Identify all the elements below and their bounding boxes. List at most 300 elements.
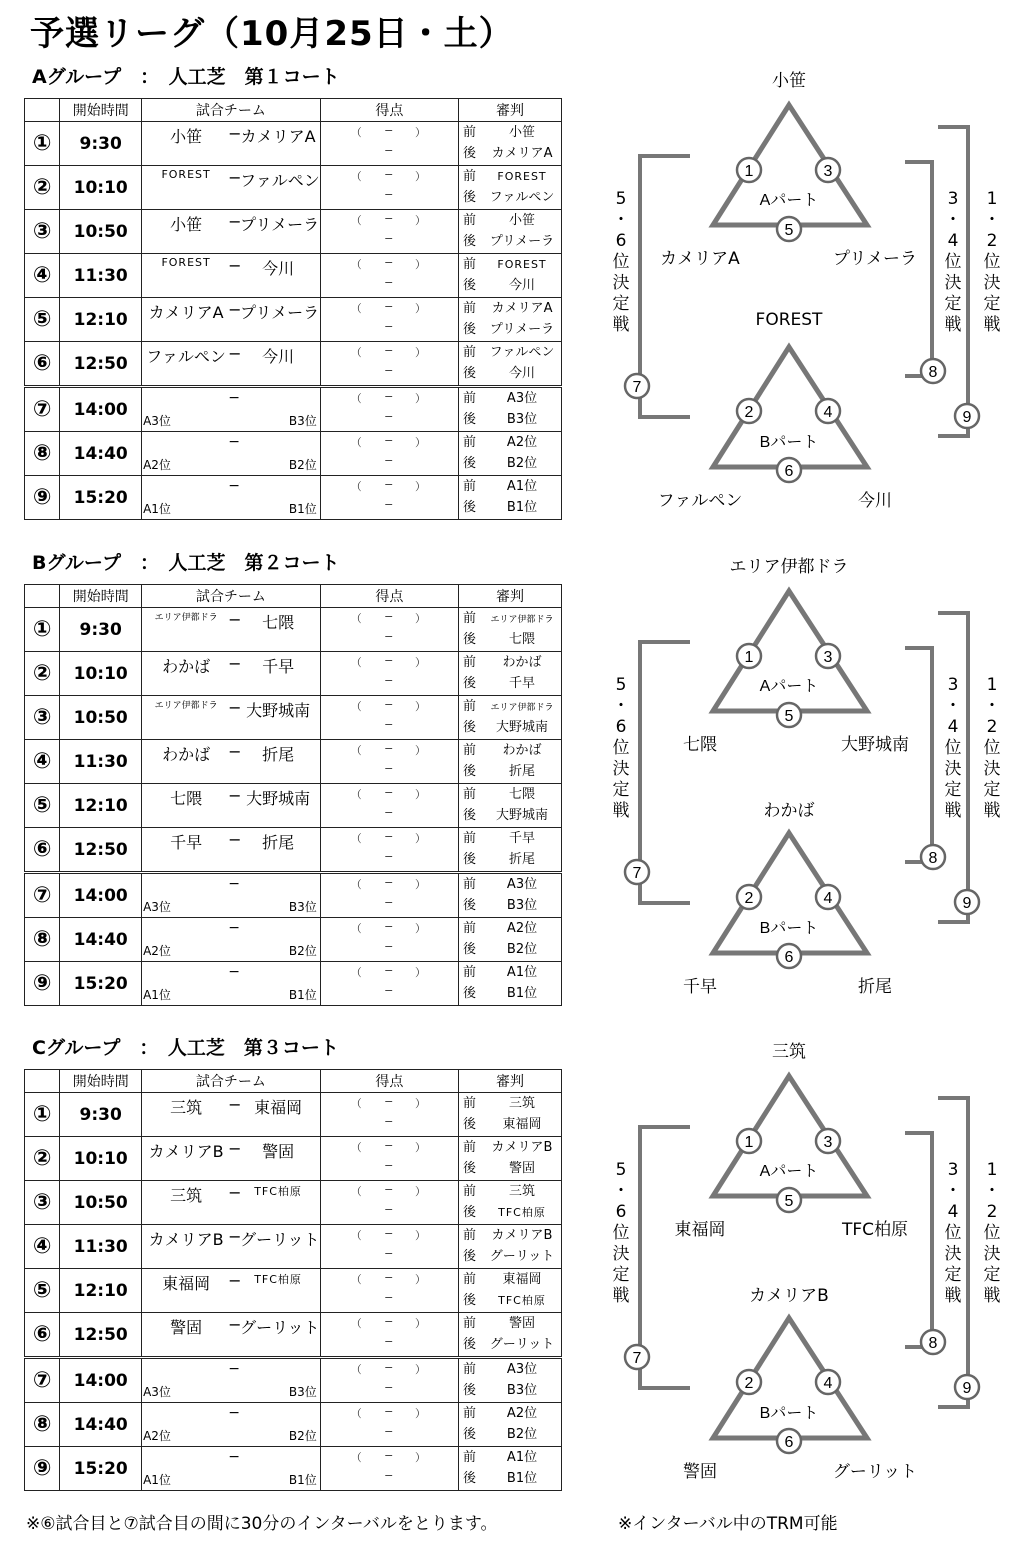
match-cell [142, 652, 321, 696]
match-cell [142, 1225, 321, 1269]
away-team: プリメーラ [240, 215, 320, 234]
match-number: ⑨ [25, 1447, 60, 1491]
referee-first: カメリアB [491, 1140, 553, 1155]
score-cell: （ − ） − [320, 1093, 458, 1137]
second-half-label: 後 [463, 808, 477, 823]
start-time: 12:50 [60, 342, 142, 387]
referee-cell [459, 962, 562, 1006]
start-time: 14:40 [60, 432, 142, 476]
match-dash: − [228, 390, 240, 406]
match-cell [142, 210, 321, 254]
referee-second: B1位 [506, 1471, 538, 1486]
table-row [25, 873, 562, 918]
match-dash: − [228, 1271, 242, 1290]
first-half-label: 前 [463, 479, 477, 494]
referee-first: エリア伊都ドラ [490, 703, 554, 713]
start-time: 12:50 [60, 1313, 142, 1358]
start-time: 10:50 [60, 696, 142, 740]
away-team: 大野城南 [246, 701, 311, 720]
table-row [25, 342, 562, 387]
part-a-right-team: TFC柏原 [841, 1220, 909, 1240]
home-team: 警固 [170, 1318, 203, 1337]
table-row [25, 652, 562, 696]
svg-text:1: 1 [744, 163, 754, 180]
first-half-label: 前 [463, 1406, 477, 1421]
match-dash: − [228, 920, 240, 936]
home-team: A1位 [143, 502, 171, 516]
second-half-label: 後 [463, 456, 477, 471]
ref-header: 審判 [459, 585, 562, 608]
svg-text:7: 7 [632, 379, 642, 396]
match-dash: − [228, 212, 242, 231]
time-header: 開始時間 [60, 1070, 142, 1093]
match-dash: − [228, 168, 242, 187]
match-cell [142, 1093, 321, 1137]
1-2-place-label: 1 ・ 2 位 決 定 戦 [983, 1160, 1001, 1306]
referee-first: 東福岡 [502, 1272, 542, 1287]
first-half-label: 前 [463, 877, 477, 892]
svg-text:8: 8 [928, 1335, 938, 1352]
match-cell [142, 342, 321, 387]
referee-second: 折尾 [509, 852, 536, 867]
part-b-right-team: 折尾 [858, 977, 892, 997]
match-cell [142, 1358, 321, 1403]
table-row [25, 1093, 562, 1137]
second-half-label: 後 [463, 852, 477, 867]
match-number: ③ [25, 210, 60, 254]
referee-second: 今川 [509, 366, 536, 381]
match-dash: − [228, 698, 242, 717]
group-section [0, 62, 1031, 547]
second-half-label: 後 [463, 1427, 477, 1442]
match-cell [142, 828, 321, 873]
part-b-left-team: 警固 [683, 1462, 717, 1482]
start-time: 11:30 [60, 254, 142, 298]
part-a-left-team: カメリアA [660, 249, 740, 269]
score-cell: （ − ） − [320, 1403, 458, 1447]
referee-first: A3位 [506, 391, 538, 406]
referee-first: 警固 [509, 1316, 536, 1331]
svg-text:9: 9 [962, 409, 972, 426]
match-number: ⑧ [25, 1403, 60, 1447]
away-team: B3位 [288, 414, 317, 428]
match-dash: − [228, 344, 242, 363]
referee-second: 今川 [509, 278, 536, 293]
referee-first: A3位 [506, 1362, 538, 1377]
score-cell: （ − ） − [320, 740, 458, 784]
second-half-label: 後 [463, 278, 477, 293]
match-dash: − [228, 1183, 242, 1202]
away-team: B2位 [288, 944, 317, 958]
referee-cell [459, 387, 562, 432]
home-team: A3位 [143, 414, 171, 428]
first-half-label: 前 [463, 1316, 477, 1331]
group-section [0, 1033, 1031, 1518]
match-number: ④ [25, 1225, 60, 1269]
part-b-top-team: FOREST [755, 310, 823, 330]
referee-cell [459, 1358, 562, 1403]
svg-text:Aパート: Aパート [759, 1163, 819, 1180]
referee-first: カメリアB [491, 1228, 553, 1243]
second-half-label: 後 [463, 1337, 477, 1352]
match-cell [142, 1403, 321, 1447]
home-team: カメリアB [148, 1230, 224, 1249]
match-dash: − [228, 478, 240, 494]
first-half-label: 前 [463, 435, 477, 450]
match-dash: − [228, 610, 242, 629]
match-number: ② [25, 1137, 60, 1181]
second-half-label: 後 [463, 986, 477, 1001]
away-team: 今川 [262, 259, 295, 278]
match-dash: − [228, 786, 242, 805]
referee-first: FOREST [497, 258, 547, 271]
first-half-label: 前 [463, 965, 477, 980]
second-half-label: 後 [463, 1117, 477, 1132]
referee-cell [459, 1225, 562, 1269]
away-team: B1位 [288, 502, 317, 516]
referee-second: 大野城南 [496, 808, 549, 823]
referee-first: A1位 [506, 1450, 538, 1465]
home-team: 東福岡 [162, 1274, 211, 1293]
match-cell [142, 432, 321, 476]
referee-second: B2位 [506, 456, 538, 471]
bracket-diagram [600, 1033, 1031, 1518]
num-header [25, 99, 60, 122]
score-cell: （ − ） − [320, 962, 458, 1006]
score-cell: （ − ） − [320, 1181, 458, 1225]
referee-cell [459, 828, 562, 873]
referee-cell [459, 740, 562, 784]
svg-text:6: 6 [784, 463, 794, 480]
first-half-label: 前 [463, 301, 477, 316]
table-row [25, 740, 562, 784]
first-half-label: 前 [463, 125, 477, 140]
referee-first: 小笹 [509, 125, 536, 140]
start-time: 12:10 [60, 298, 142, 342]
start-time: 9:30 [60, 1093, 142, 1137]
referee-cell [459, 1447, 562, 1491]
match-number: ② [25, 166, 60, 210]
svg-text:9: 9 [962, 1380, 972, 1397]
score-cell: （ − ） − [320, 254, 458, 298]
match-dash: − [228, 1449, 240, 1465]
match-cell [142, 962, 321, 1006]
table-row [25, 432, 562, 476]
referee-first: 三筑 [509, 1096, 536, 1111]
start-time: 14:00 [60, 1358, 142, 1403]
first-half-label: 前 [463, 787, 477, 802]
svg-text:6: 6 [784, 1434, 794, 1451]
svg-text:3: 3 [823, 1134, 833, 1151]
score-cell: （ − ） − [320, 476, 458, 520]
home-team: ファルペン [146, 347, 226, 366]
trm-note: ※インターバル中のTRM可能 [618, 1514, 838, 1534]
table-row [25, 608, 562, 652]
table-row [25, 122, 562, 166]
referee-first: カメリアA [491, 301, 553, 316]
referee-second: B1位 [506, 500, 538, 515]
part-a-top-team: エリア伊都ドラ [729, 557, 849, 577]
second-half-label: 後 [463, 500, 477, 515]
score-cell: （ − ） − [320, 608, 458, 652]
match-number: ④ [25, 254, 60, 298]
start-time: 14:00 [60, 387, 142, 432]
referee-second: 七隈 [509, 632, 536, 647]
match-header: 試合チーム [142, 1070, 321, 1093]
svg-text:7: 7 [632, 865, 642, 882]
first-half-label: 前 [463, 345, 477, 360]
part-a-top-team: 三筑 [772, 1042, 806, 1062]
referee-second: 警固 [509, 1161, 536, 1176]
schedule-table [24, 98, 562, 520]
away-team: TFC柏原 [254, 1185, 302, 1198]
match-number: ⑤ [25, 784, 60, 828]
first-half-label: 前 [463, 257, 477, 272]
first-half-label: 前 [463, 1272, 477, 1287]
match-header: 試合チーム [142, 585, 321, 608]
home-team: A2位 [143, 458, 171, 472]
part-a-left-team: 東福岡 [674, 1220, 726, 1240]
score-cell: （ − ） − [320, 1358, 458, 1403]
table-row [25, 166, 562, 210]
referee-second: 千早 [509, 676, 536, 691]
referee-cell [459, 432, 562, 476]
second-half-label: 後 [463, 942, 477, 957]
ref-header: 審判 [459, 99, 562, 122]
svg-text:Bパート: Bパート [759, 1405, 819, 1422]
5-6-place-label: 5 ・ 6 位 決 定 戦 [612, 189, 630, 335]
svg-text:9: 9 [962, 895, 972, 912]
first-half-label: 前 [463, 831, 477, 846]
second-half-label: 後 [463, 234, 477, 249]
score-header: 得点 [320, 585, 458, 608]
match-cell [142, 1137, 321, 1181]
home-team: A2位 [143, 1429, 171, 1443]
home-team: 三筑 [170, 1098, 203, 1117]
score-cell: （ − ） − [320, 166, 458, 210]
svg-text:2: 2 [744, 1375, 754, 1392]
away-team: グーリット [240, 1230, 320, 1249]
score-header: 得点 [320, 1070, 458, 1093]
part-b-right-team: 今川 [858, 491, 892, 511]
first-half-label: 前 [463, 169, 477, 184]
schedule-table [24, 1069, 562, 1491]
referee-first: A3位 [506, 877, 538, 892]
match-dash: − [228, 830, 242, 849]
away-team: B1位 [288, 988, 317, 1002]
table-row [25, 962, 562, 1006]
score-cell: （ − ） − [320, 432, 458, 476]
referee-cell [459, 696, 562, 740]
away-team: 折尾 [262, 745, 295, 764]
start-time: 9:30 [60, 122, 142, 166]
match-dash: − [228, 124, 242, 143]
match-cell [142, 1447, 321, 1491]
referee-second: グーリット [489, 1337, 555, 1352]
match-cell [142, 476, 321, 520]
start-time: 15:20 [60, 1447, 142, 1491]
first-half-label: 前 [463, 1140, 477, 1155]
referee-first: エリア伊都ドラ [490, 615, 554, 625]
referee-first: A2位 [506, 1406, 538, 1421]
part-a-right-team: プリメーラ [833, 249, 917, 269]
score-cell: （ − ） − [320, 298, 458, 342]
match-number: ④ [25, 740, 60, 784]
3-4-place-label: 3 ・ 4 位 決 定 戦 [944, 189, 962, 335]
away-team: 東福岡 [254, 1098, 303, 1117]
svg-text:6: 6 [784, 949, 794, 966]
referee-cell [459, 652, 562, 696]
match-dash: − [228, 654, 242, 673]
match-cell [142, 387, 321, 432]
match-number: ⑤ [25, 1269, 60, 1313]
score-cell: （ − ） − [320, 918, 458, 962]
referee-second: ファルペン [489, 190, 555, 205]
svg-text:1: 1 [744, 649, 754, 666]
match-cell [142, 298, 321, 342]
second-half-label: 後 [463, 322, 477, 337]
match-number: ⑥ [25, 342, 60, 387]
start-time: 15:20 [60, 962, 142, 1006]
referee-second: B2位 [506, 1427, 538, 1442]
score-header: 得点 [320, 99, 458, 122]
part-b-left-team: ファルペン [657, 491, 743, 511]
time-header: 開始時間 [60, 99, 142, 122]
match-number: ③ [25, 1181, 60, 1225]
score-cell: （ − ） − [320, 828, 458, 873]
second-half-label: 後 [463, 146, 477, 161]
svg-text:2: 2 [744, 404, 754, 421]
referee-cell [459, 1137, 562, 1181]
match-dash: − [228, 876, 240, 892]
first-half-label: 前 [463, 1184, 477, 1199]
referee-cell [459, 1269, 562, 1313]
match-number: ⑥ [25, 1313, 60, 1358]
start-time: 10:50 [60, 210, 142, 254]
svg-text:1: 1 [744, 1134, 754, 1151]
time-header: 開始時間 [60, 585, 142, 608]
referee-cell [459, 873, 562, 918]
match-number: ⑨ [25, 962, 60, 1006]
home-team: 小笹 [170, 215, 203, 234]
svg-text:5: 5 [784, 1193, 794, 1210]
svg-text:5: 5 [784, 222, 794, 239]
start-time: 12:50 [60, 828, 142, 873]
table-row [25, 1358, 562, 1403]
second-half-label: 後 [463, 1205, 477, 1220]
home-team: エリア伊都ドラ [154, 701, 218, 711]
away-team: 七隈 [262, 613, 295, 632]
first-half-label: 前 [463, 1228, 477, 1243]
score-cell: （ − ） − [320, 1225, 458, 1269]
svg-text:8: 8 [928, 364, 938, 381]
referee-second: TFC柏原 [498, 1206, 546, 1219]
table-row [25, 1403, 562, 1447]
away-team: 警固 [262, 1142, 295, 1161]
svg-text:4: 4 [823, 890, 833, 907]
group-heading: Bグループ ： 人工芝 第２コート [32, 552, 340, 574]
score-cell: （ − ） − [320, 1137, 458, 1181]
bracket-diagram [600, 62, 1031, 547]
svg-text:3: 3 [823, 649, 833, 666]
home-team: A2位 [143, 944, 171, 958]
home-team: 三筑 [170, 1186, 203, 1205]
match-cell [142, 696, 321, 740]
away-team: TFC柏原 [254, 1273, 302, 1286]
start-time: 14:40 [60, 1403, 142, 1447]
match-number: ⑧ [25, 918, 60, 962]
match-cell [142, 166, 321, 210]
start-time: 10:10 [60, 652, 142, 696]
match-cell [142, 918, 321, 962]
referee-cell [459, 918, 562, 962]
table-row [25, 1313, 562, 1358]
start-time: 11:30 [60, 740, 142, 784]
away-team: カメリアA [240, 127, 316, 146]
svg-text:Aパート: Aパート [759, 192, 819, 209]
table-row [25, 828, 562, 873]
referee-first: 三筑 [509, 1184, 536, 1199]
home-team: エリア伊都ドラ [154, 613, 218, 623]
table-row [25, 696, 562, 740]
group-section [0, 548, 1031, 1033]
referee-first: FOREST [497, 170, 547, 183]
referee-cell [459, 1093, 562, 1137]
match-number: ③ [25, 696, 60, 740]
match-dash: − [228, 964, 240, 980]
second-half-label: 後 [463, 1249, 477, 1264]
svg-text:4: 4 [823, 1375, 833, 1392]
referee-cell [459, 342, 562, 387]
match-number: ① [25, 1093, 60, 1137]
referee-first: A1位 [506, 479, 538, 494]
score-cell: （ − ） − [320, 873, 458, 918]
first-half-label: 前 [463, 611, 477, 626]
group-heading: Aグループ ： 人工芝 第１コート [32, 66, 340, 88]
table-row [25, 210, 562, 254]
start-time: 12:10 [60, 1269, 142, 1313]
away-team: 大野城南 [246, 789, 311, 808]
start-time: 12:10 [60, 784, 142, 828]
home-team: A3位 [143, 900, 171, 914]
start-time: 10:50 [60, 1181, 142, 1225]
match-cell [142, 1269, 321, 1313]
first-half-label: 前 [463, 699, 477, 714]
home-team: わかば [162, 745, 211, 764]
match-dash: − [228, 1361, 240, 1377]
referee-first: 七隈 [509, 787, 536, 802]
referee-cell [459, 210, 562, 254]
first-half-label: 前 [463, 743, 477, 758]
match-dash: − [228, 742, 242, 761]
match-cell [142, 608, 321, 652]
home-team: カメリアA [148, 303, 224, 322]
referee-first: A2位 [506, 921, 538, 936]
match-number: ② [25, 652, 60, 696]
home-team: 七隈 [170, 789, 203, 808]
second-half-label: 後 [463, 366, 477, 381]
second-half-label: 後 [463, 190, 477, 205]
score-cell: （ − ） − [320, 696, 458, 740]
referee-second: グーリット [489, 1249, 555, 1264]
away-team: ファルペン [240, 171, 320, 190]
match-dash: − [228, 1139, 242, 1158]
referee-second: B3位 [506, 1383, 538, 1398]
match-number: ⑦ [25, 873, 60, 918]
match-number: ① [25, 122, 60, 166]
away-team: 千早 [262, 657, 295, 676]
score-cell: （ − ） − [320, 784, 458, 828]
